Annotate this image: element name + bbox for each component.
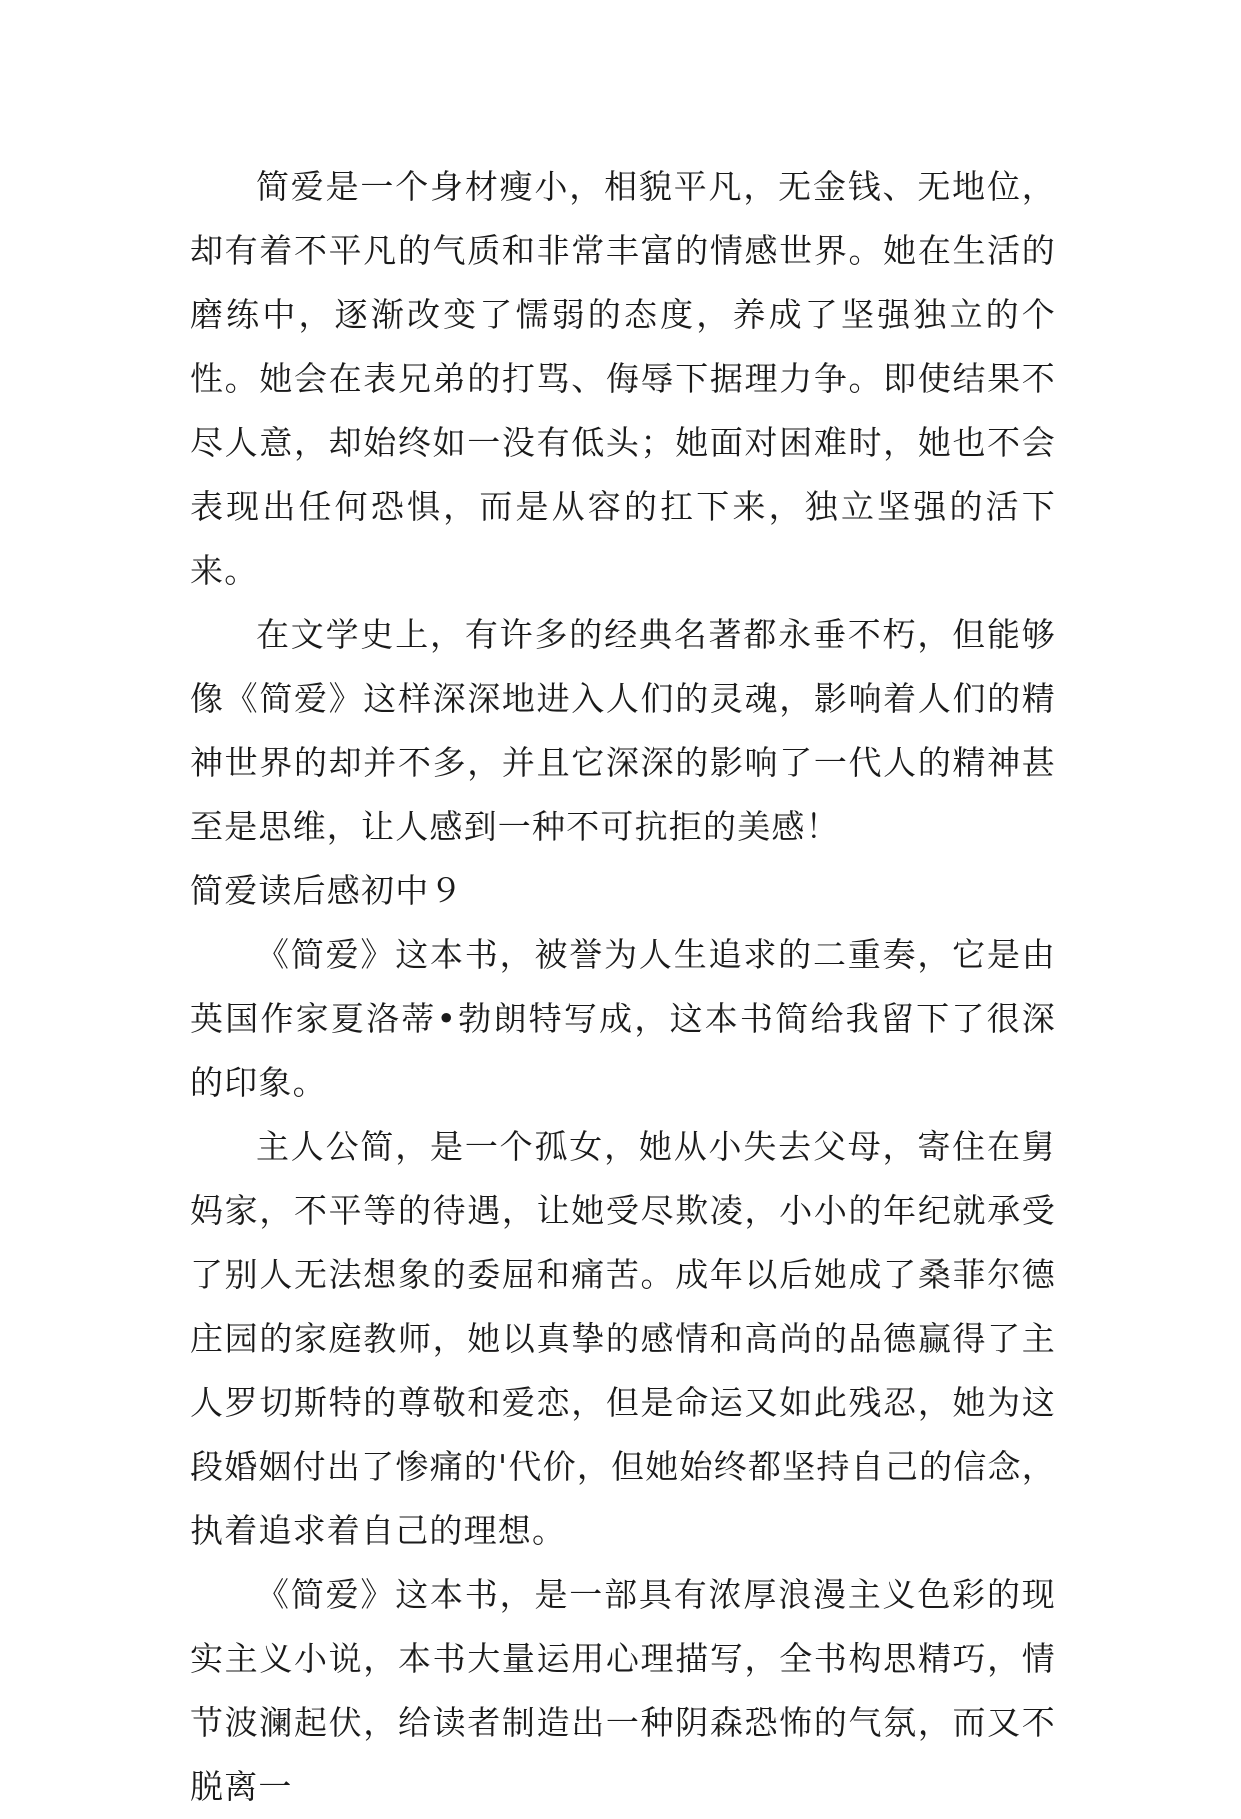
section-heading: 简爱读后感初中９	[190, 871, 464, 910]
paragraph-novel-style: 《简爱》这本书，是一部具有浓厚浪漫主义色彩的现实主义小说，本书大量运用心理描写，全书构思精巧，情节波澜起伏，给读者制造出一种阴森恐怖的气氛，而又不脱离一	[190, 1575, 1056, 1806]
paragraph-jane-character: 简爱是一个身材瘦小，相貌平凡，无金钱、无地位，却有着不平凡的气质和非常丰富的情感世界。她在生活的磨练中，逐渐改变了懦弱的态度，养成了坚强独立的个性。她会在表兄弟的打骂、侮辱下据理力争。即使结果不尽人意，却始终如一没有低头；她面对困难时，她也不会表现出任何恐惧，而是从容的扛下来，独立坚强的活下来。	[190, 167, 1056, 590]
paragraph-literary-history: 在文学史上，有许多的经典名著都永垂不朽，但能够像《简爱》这样深深地进入人们的灵魂，影响着人们的精神世界的却并不多，并且它深深的影响了一代人的精神甚至是思维，让人感到一种不可抗拒的美感！	[190, 615, 1056, 846]
paragraph-protagonist: 主人公简，是一个孤女，她从小失去父母，寄住在舅妈家，不平等的待遇，让她受尽欺凌，小小的年纪就承受了别人无法想象的委屈和痛苦。成年以后她成了桑菲尔德庄园的家庭教师，她以真挚的感情和高尚的品德赢得了主人罗切斯特的尊敬和爱恋，但是命运又如此残忍，她为这段婚姻付出了惨痛的'代价，但她始终都坚持自己的信念，执着追求着自己的理想。	[190, 1127, 1056, 1550]
paragraph-book-intro: 《简爱》这本书，被誉为人生追求的二重奏，它是由英国作家夏洛蒂•勃朗特写成，这本书简给我留下了很深的印象。	[190, 935, 1056, 1102]
document-body	[190, 155, 1056, 1819]
